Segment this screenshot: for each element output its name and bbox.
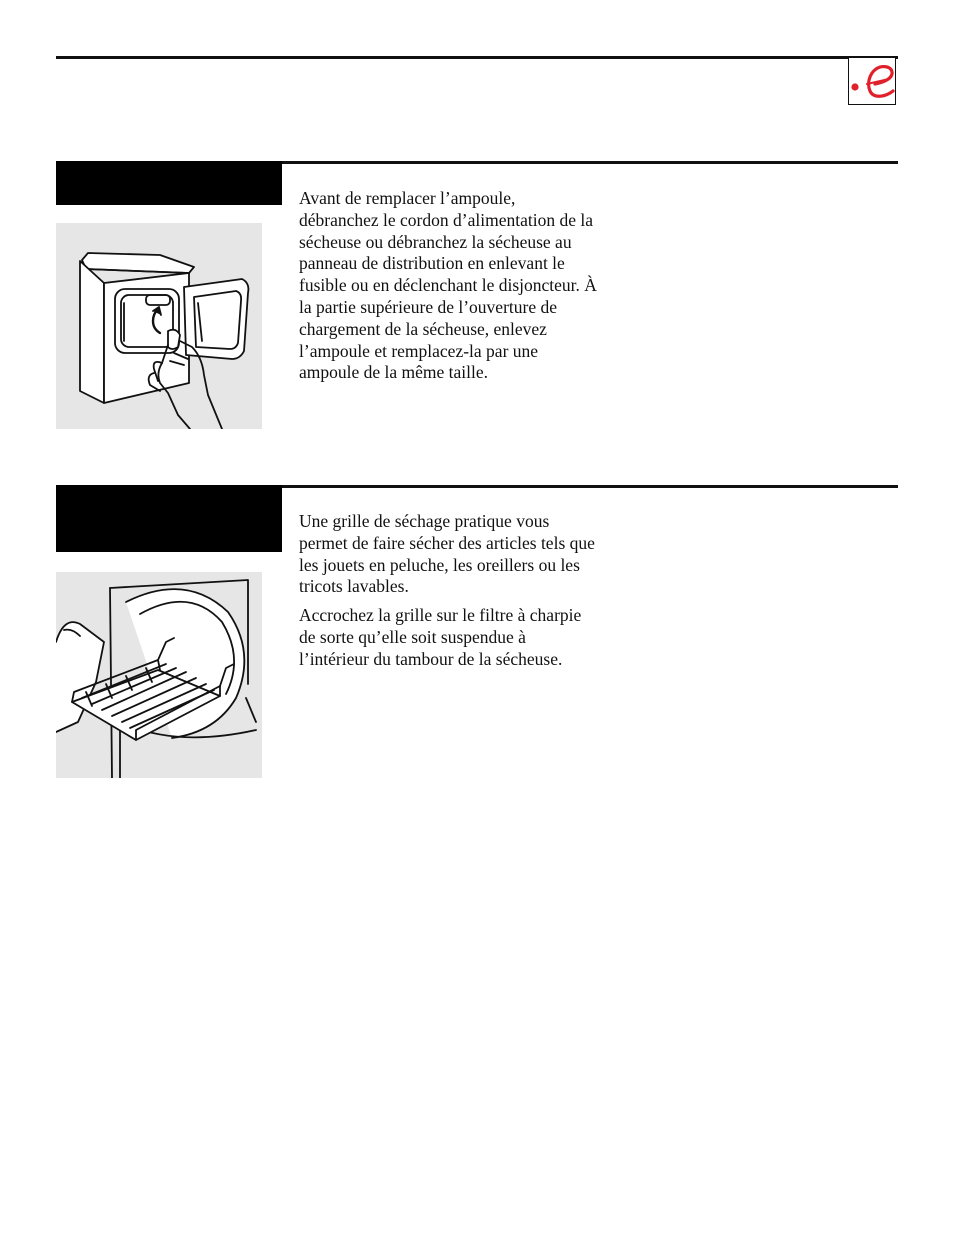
section-1-rule [282, 161, 898, 164]
section-2-body [299, 511, 599, 678]
section-1-paragraph-1: Avant de remplacer l’ampoule, débranchez le cordon d’alimentation de la sécheuse ou débranchez la sécheuse au panneau de distribution en enlevant le fusible ou en déclenchant le disjoncteur. À la partie supérieure de l’ouverture de chargement de la sécheuse, enlevez l’ampoule et remplacez-la par une ampoule de la même taille. [299, 188, 597, 383]
section-2-rule [282, 485, 898, 488]
section-1-body [299, 188, 599, 391]
logo-box [848, 58, 896, 105]
section-2-paragraph-1: Une grille de séchage pratique vous permet de faire sécher des articles tels que les jouets en peluche, les oreillers ou les tricots lavables. [299, 511, 595, 597]
e-logo-icon [849, 58, 897, 105]
bulb-replacement-illustration [56, 223, 262, 429]
header-rule [56, 56, 898, 59]
section-1-heading-bar [56, 161, 282, 205]
drying-rack-illustration [56, 572, 262, 778]
section-2-paragraph-2: Accrochez la grille sur le filtre à charpie de sorte qu’elle soit suspendue à l’intérieur du tambour de la sécheuse. [299, 605, 582, 669]
section-2-heading-bar [56, 485, 282, 552]
